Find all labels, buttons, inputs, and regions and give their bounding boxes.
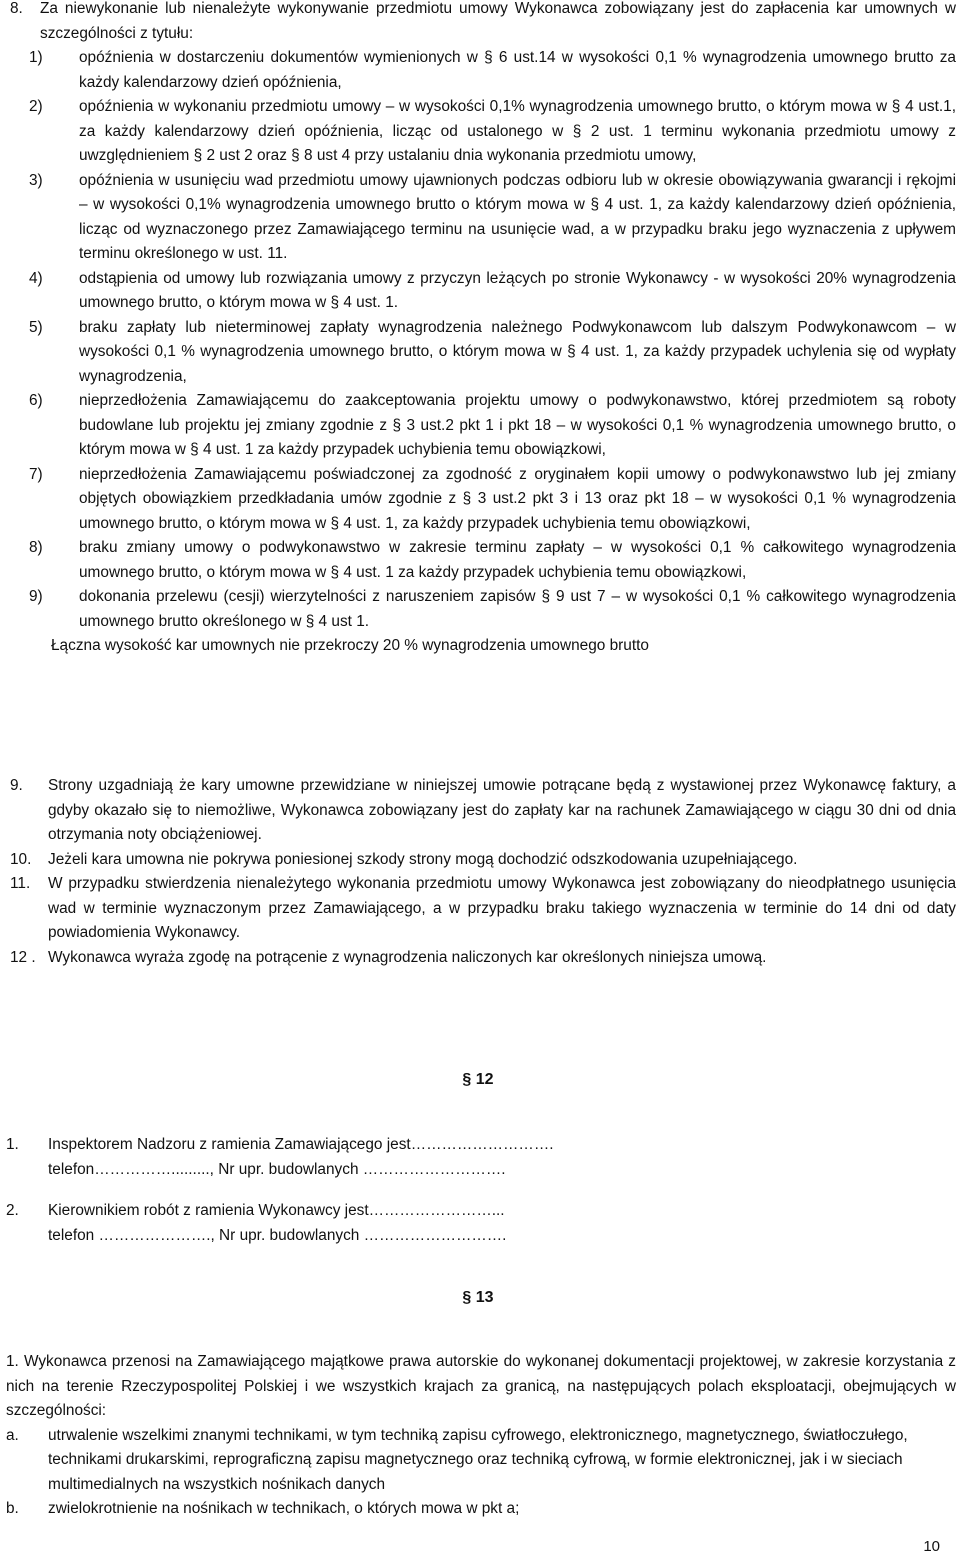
point-b-letter: b. [6, 1500, 19, 1517]
section-13-point-a [6, 1424, 956, 1498]
penalty-subitem-text: braku zmiany umowy o podwykonawstwo w zakresie terminu zapłaty – w wysokości 0,1 % całkowitego wynagrodzenia umownego brutto, o którym mowa w § 4 ust. 1 za każdy przypadek uchybienia temu obowiązkowi, [79, 539, 956, 581]
penalty-subitem-number: 8) [29, 539, 43, 556]
section-12-item-1-number: 1. [6, 1136, 19, 1153]
inspector-phone-line: telefon……………........., Nr upr. budowlanych ………………………. [48, 1160, 506, 1178]
penalty-subitem-number: 9) [29, 588, 43, 605]
section-13-body [6, 1350, 956, 1522]
item-9 [10, 774, 956, 848]
item-11-text: W przypadku stwierdzenia nienależytego wykonania przedmiotu umowy Wykonawca jest zobowiązany do nieodpłatnego usunięcia wad w terminie wyznaczonym przez Zamawiającego, a w przypadku braku takiego wyznaczenia w terminie do 14 dni od daty powiadomienia Wykonawcy. [48, 875, 956, 941]
item-9-text: Strony uzgadniają że kary umowne przewidziane w niniejszej umowie potrącane będą z wystawionej przez Wykonawcę faktury, a gdyby okazało się to niemożliwe, Wykonawca zobowiązany jest do zapłaty kar na rachunek Zamawiającego w ciągu 30 dni od dnia otrzymania noty obciążeniowej. [48, 777, 956, 843]
penalty-subitem-number: 2) [29, 98, 43, 115]
section-12-item-2 [6, 1199, 906, 1248]
penalty-subitem [29, 95, 956, 169]
penalty-subitem [29, 169, 956, 267]
penalty-subitem [29, 585, 956, 634]
point-a-text: utrwalenie wszelkimi znanymi technikami, w tym techniką zapisu cyfrowego, elektronicznego, magnetycznego, światłoczułego, technikami drukarskimi, reprograficzną zapisu magnetycznego oraz techniką cyfrową, w formie elektronicznej, jak i w sieciach multimedialnych na wszystkich nośnikach danych [48, 1426, 908, 1493]
penalty-subitem-text: nieprzedłożenia Zamawiającemu poświadczonej za zgodność z oryginałem kopii umowy o podwykonawstwo lub jej zmiany objętych obowiązkiem przedkładania umów zgodnie z § 3 ust.2 pkt 3 i 13 oraz pkt 18 – w wysokości 0,1 % wynagrodzenia umownego brutto, o którym mowa w § 4 ust. 1, za każdy przypadek uchybienia temu obowiązkowi, [79, 465, 956, 532]
penalty-subitem-number: 7) [29, 465, 43, 483]
penalty-subitem-number: 3) [29, 171, 43, 189]
item-8 [10, 0, 956, 659]
inspector-line: Inspektorem Nadzoru z ramienia Zamawiającego jest………………………. [48, 1136, 554, 1153]
section-13-paragraph-1: 1. Wykonawca przenosi na Zamawiającego majątkowe prawa autorskie do wykonanej dokumentacji projektowej, w zakresie korzystania z nich na terenie Rzeczypospolitej Polskiej i we wszystkich krajach za granicą, na następujących polach eksploatacji, obejmujących w szczególności: [6, 1353, 956, 1419]
section-12-heading: § 12 [462, 1071, 494, 1088]
item-10 [10, 848, 956, 873]
item-8-sublist [10, 46, 956, 634]
items-9-12 [10, 774, 956, 970]
penalty-subitem-number: 1) [29, 49, 43, 66]
item-12 [10, 946, 956, 971]
penalty-subitem-text: opóźnienia w dostarczeniu dokumentów wymienionych w § 6 ust.14 w wysokości 0,1 % wynagrodzenia umownego brutto za każdy kalendarzowy dzień opóźnienia, [79, 49, 956, 91]
section-12-item-1 [6, 1133, 906, 1182]
item-10-text: Jeżeli kara umowna nie pokrywa poniesionej szkody strony mogą dochodzić odszkodowania uzupełniającego. [48, 850, 798, 868]
item-8-text: Za niewykonanie lub nienależyte wykonywanie przedmiotu umowy Wykonawca zobowiązany jest do zapłacenia kar umownych w szczególności z tytułu: [40, 0, 956, 42]
penalty-subitem-text: braku zapłaty lub nieterminowej zapłaty wynagrodzenia należnego Podwykonawcom lub dalszym Podwykonawcom – w wysokości 0,1 % wynagrodzenia umownego brutto, o którym mowa w § 4 ust. 1, za każdy przypadek uchylenia się od wypłaty wynagrodzenia, [79, 318, 956, 385]
item-10-number: 10. [10, 850, 32, 868]
page-number: 10 [923, 1537, 940, 1555]
penalty-subitem [29, 316, 956, 390]
penalty-subitem-text: odstąpienia od umowy lub rozwiązania umowy z przyczyn leżących po stronie Wykonawcy - w wysokości 20% wynagrodzenia umownego brutto, o którym mowa w § 4 ust. 1. [79, 269, 956, 311]
item-8-summary: Łączna wysokość kar umownych nie przekroczy 20 % wynagrodzenia umownego brutto [51, 637, 649, 654]
penalty-subitem-number: 6) [29, 392, 43, 409]
item-12-text: Wykonawca wyraża zgodę na potrącenie z wynagrodzenia naliczonych kar określonych niniejsza umową. [48, 948, 767, 966]
section-12-item-2-number: 2. [6, 1202, 19, 1219]
section-13-point-b [6, 1497, 956, 1522]
item-11 [10, 872, 956, 946]
section-12-body [6, 1133, 906, 1248]
item-11-number: 11. [10, 875, 31, 892]
penalty-subitem-text: opóźnienia w usunięciu wad przedmiotu umowy ujawnionych podczas odbioru lub w okresie obowiązywania gwarancji i rękojmi – w wysokości 0,1% wynagrodzenia umownego brutto o którym mowa w § 4 ust. 1, za każdy kalendarzowy dzień opóźnienia, licząc od wyznaczonego przez Zamawiającego terminu na usunięcie wad, a w przypadku braku jego wyznaczenia z upływem terminu określonego w ust. 11. [79, 171, 956, 262]
penalty-subitem [29, 46, 956, 95]
penalty-subitem-number: 5) [29, 318, 43, 336]
item-8-number: 8. [10, 0, 23, 17]
penalty-subitem [29, 267, 956, 316]
penalty-subitem [29, 536, 956, 585]
penalty-subitem-text: opóźnienia w wykonaniu przedmiotu umowy – w wysokości 0,1% wynagrodzenia umownego brutto, o którym mowa w § 4 ust.1, za każdy kalendarzowy dzień opóźnienia, licząc od ustalonego w § 2 ust. 1 terminu wykonania przedmiotu umowy z uwzględnieniem § 2 ust 2 oraz § 8 ust 4 przy ustalaniu dnia wykonania przedmiotu umowy, [79, 98, 956, 164]
point-a-letter: a. [6, 1426, 19, 1444]
site-manager-line: Kierownikiem robót z ramienia Wykonawcy jest……………………... [48, 1202, 505, 1219]
penalty-subitem-text: dokonania przelewu (cesji) wierzytelności z naruszeniem zapisów § 9 ust 7 – w wysokości 0,1 % całkowitego wynagrodzenia umownego brutto określonego w § 4 ust 1. [79, 588, 956, 630]
section-13-heading: § 13 [462, 1289, 494, 1306]
penalty-subitem-text: nieprzedłożenia Zamawiającemu do zaakceptowania projektu umowy o podwykonawstwo, której przedmiotem są roboty budowlane lub projektu jej zmiany zgodnie z § 3 ust.2 pkt 1 i pkt 18 – w wysokości 0,1 % wynagrodzenia umownego brutto, o którym mowa w § 4 ust. 1 za każdy przypadek uchybienia temu obowiązkowi, [79, 392, 956, 458]
penalty-subitem [29, 389, 956, 463]
site-manager-phone-line: telefon …………………., Nr upr. budowlanych ………………………. [48, 1226, 507, 1244]
penalty-subitem-number: 4) [29, 269, 43, 287]
point-b-text: zwielokrotnienie na nośnikach w technikach, o których mowa w pkt a; [48, 1500, 520, 1517]
item-12-number: 12 . [10, 948, 36, 966]
penalty-subitem [29, 463, 956, 537]
item-9-number: 9. [10, 777, 23, 794]
